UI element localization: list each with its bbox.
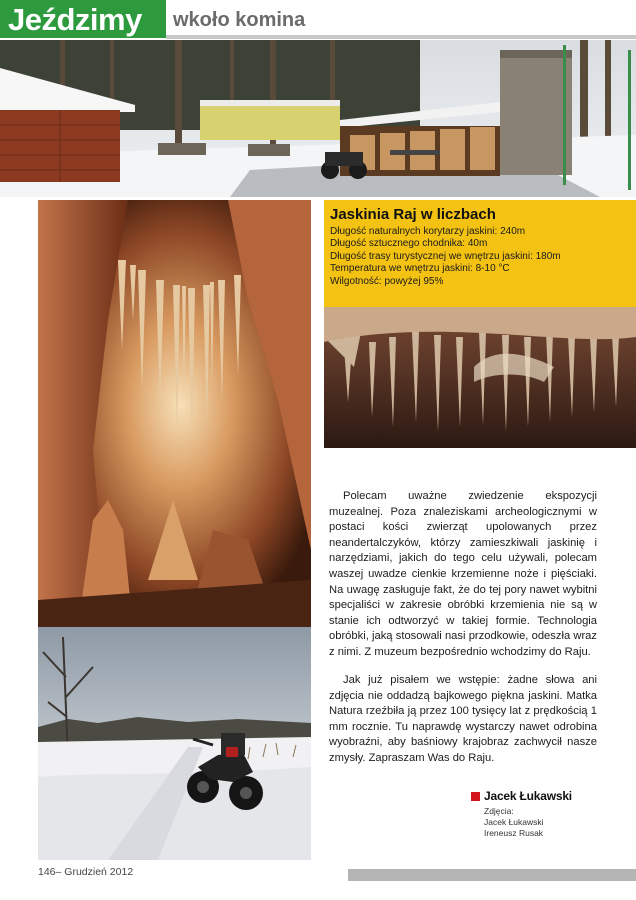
photo-cave-interior-image (38, 200, 311, 627)
info-line-temperature: Temperatura we wnętrzu jaskini: 8-10 °C (330, 263, 510, 275)
section-title: Jeździmy (8, 2, 142, 37)
photo-cave-formations-image (324, 307, 636, 448)
info-line-humidity: Wilgotność: powyżej 95% (330, 275, 444, 287)
article-paragraph-2-text: Jak już pisałem we wstępie: żadne słowa ani zdjęcia nie oddadzą bajkowego piękna jaskini. Matka Natura rzeźbiła ją przez 100 tysięcy lat z prędkością 1 mm rocznie. Tu naprawdę wystarczy nawet odrobina wyobraźni, aby baśniowy krajobraz zachwycił nasze zmysły. Zapraszam Was do Raju. (329, 674, 597, 764)
header-rule (166, 35, 636, 39)
page-number-issue: 146– Grudzień 2012 (38, 866, 134, 878)
photo-winter-road-motorcycle-image (38, 627, 311, 860)
article-paragraph-2 (329, 673, 597, 767)
article-paragraph-1 (329, 489, 597, 661)
footer-bar (348, 869, 636, 881)
photo-parking-lot-image (0, 40, 636, 197)
photo-credit-1: Jacek Łukawski (484, 817, 544, 827)
info-line-natural-corridors: Długość naturalnych korytarzy jaskini: 240m (330, 226, 526, 237)
author-marker (471, 792, 480, 801)
info-box-cave-facts (324, 200, 636, 307)
info-line-artificial-tunnel: Długość sztucznego chodnika: 40m (330, 238, 488, 250)
photo-credit-2: Ireneusz Rusak (484, 828, 544, 838)
info-box-title: Jaskinia Raj w liczbach (330, 206, 496, 223)
photo-winter-road-motorcycle (38, 627, 311, 860)
photo-cave-interior (38, 200, 311, 627)
photo-parking-lot (0, 40, 636, 197)
article-paragraph-1-text: Polecam uważne zwiedzenie ekspozycji muzealnej. Poza znaleziskami archeologicznymi w postaci kości zwierząt upolowanych przez neandertalczyków, którzy zamieszkiwali jaskinię i narzędziami, jakich do tego celu używali, polecam waszej uwadze cienkie krzemienne noże i pięściaki. Na uwagę zasługuje fakt, że do tej pory nawet wybitni specjaliści w zakresie obróbki krzemienia nie są w stanie ich odtworzyć w takiej formie. Technologia obróbki, jaką stosowali nasi przodkowie, odeszła wraz z nimi. Z muzeum bezpośrednio wchodzimy do Raju. (329, 490, 597, 658)
photo-credits-label: Zdjęcia: (484, 806, 514, 816)
author-name: Jacek Łukawski (484, 789, 572, 803)
info-line-tourist-route: Długość trasy turystycznej we wnętrzu jaskini: 180m (330, 250, 561, 262)
photo-cave-formations (324, 307, 636, 448)
section-subtitle: wkoło komina (173, 9, 306, 31)
